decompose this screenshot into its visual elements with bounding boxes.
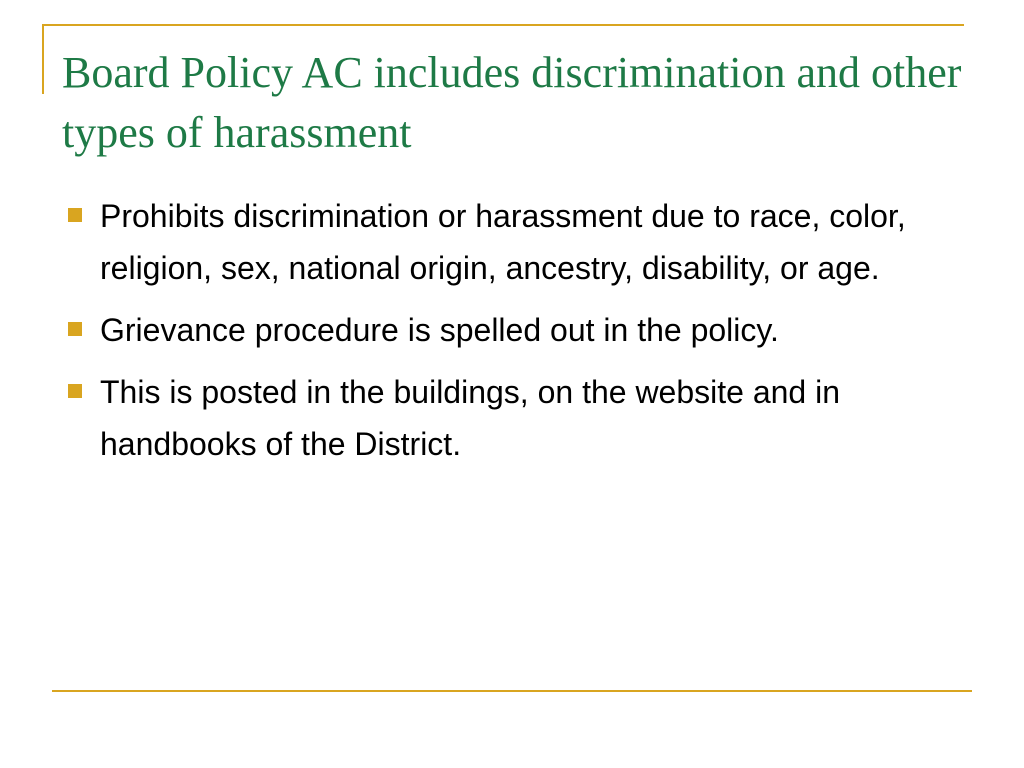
bullet-item (68, 366, 968, 470)
bullet-text: Grievance procedure is spelled out in the policy. (100, 312, 779, 348)
bullet-text: This is posted in the buildings, on the website and in handbooks of the District. (100, 374, 841, 462)
square-bullet-icon (68, 322, 82, 336)
bullet-item (68, 304, 968, 356)
slide-title: Board Policy AC includes discrimination and other types of harassment (62, 48, 962, 157)
bullet-item (68, 190, 968, 294)
square-bullet-icon (68, 384, 82, 398)
bullet-text: Prohibits discrimination or harassment due to race, color, religion, sex, national origin, ancestry, disability, or age. (100, 198, 906, 286)
bullet-list (68, 190, 968, 480)
top-divider (42, 24, 964, 26)
bottom-divider (52, 690, 972, 692)
title-side-divider (42, 24, 44, 94)
square-bullet-icon (68, 208, 82, 222)
